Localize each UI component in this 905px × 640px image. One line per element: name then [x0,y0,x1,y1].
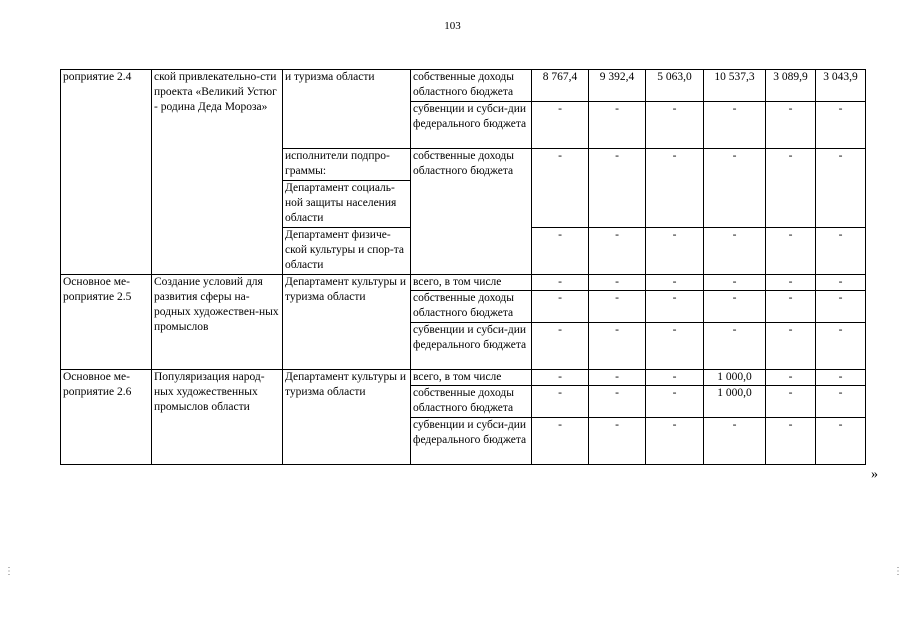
executor-cell: Департамент физиче-ской культуры и спор-та области [283,228,411,275]
budget-table [60,69,866,465]
scan-margin-dots: ⋮ [4,566,14,577]
event-cell: Основное ме-роприятие 2.6 [61,370,152,465]
event-name-cell: Популяризация народ-ных художественных промыслов области [152,370,283,465]
value-cell: - [646,275,704,291]
value-cell: - [816,275,866,291]
value-cell: 9 392,4 [589,70,646,102]
value-cell: 10 537,3 [704,70,766,102]
funding-source-cell: собственные доходы областного бюджета [411,70,532,102]
value-cell: - [766,386,816,418]
value-cell: - [589,370,646,386]
value-cell: - [766,291,816,323]
value-cell: - [589,323,646,370]
executor-cell: и туризма области [283,70,411,149]
table-row [61,70,866,102]
funding-source-cell: всего, в том числе [411,370,532,386]
value-cell: - [704,228,766,275]
value-cell: 1 000,0 [704,370,766,386]
page-number: 103 [444,20,461,32]
funding-source-cell: собственные доходы областного бюджета [411,149,532,275]
value-cell: - [589,418,646,465]
value-cell: - [646,102,704,149]
value-cell: - [816,228,866,275]
value-cell: - [589,228,646,275]
value-cell: - [816,323,866,370]
value-cell: - [766,149,816,228]
value-cell: - [766,228,816,275]
value-cell: - [532,291,589,323]
scan-margin-dots: ⋮ [893,566,903,577]
funding-source-cell: собственные доходы областного бюджета [411,386,532,418]
value-cell: - [646,149,704,228]
executor-cell: Департамент культуры и туризма области [283,275,411,370]
value-cell: 8 767,4 [532,70,589,102]
value-cell: - [646,418,704,465]
value-cell: - [589,102,646,149]
value-cell: - [816,370,866,386]
value-cell: - [704,102,766,149]
value-cell: - [766,275,816,291]
value-cell: - [816,149,866,228]
value-cell: - [532,228,589,275]
value-cell: - [704,323,766,370]
value-cell: - [532,102,589,149]
value-cell: - [532,323,589,370]
value-cell: - [646,386,704,418]
value-cell: - [704,149,766,228]
value-cell: - [532,418,589,465]
value-cell: - [766,418,816,465]
value-cell: - [704,275,766,291]
funding-source-cell: субвенции и субси-дии федерального бюджета [411,102,532,149]
value-cell: - [816,386,866,418]
value-cell: - [766,323,816,370]
value-cell: - [816,418,866,465]
event-name-cell: ской привлекательно-сти проекта «Великий Устюг - родина Деда Мороза» [152,70,283,275]
value-cell: 1 000,0 [704,386,766,418]
event-name-cell: Создание условий для развития сферы на-родных художествен-ных промыслов [152,275,283,370]
closing-quote-mark: » [871,467,878,482]
value-cell: - [532,149,589,228]
value-cell: - [816,291,866,323]
value-cell: - [589,291,646,323]
funding-source-cell: субвенции и субси-дии федерального бюджета [411,323,532,370]
value-cell: - [646,228,704,275]
value-cell: - [646,291,704,323]
value-cell: - [532,386,589,418]
value-cell: - [704,418,766,465]
event-cell: Основное ме-роприятие 2.5 [61,275,152,370]
value-cell: 3 043,9 [816,70,866,102]
event-cell: роприятие 2.4 [61,70,152,275]
funding-source-cell: собственные доходы областного бюджета [411,291,532,323]
value-cell: - [766,370,816,386]
value-cell: - [532,275,589,291]
funding-source-cell: всего, в том числе [411,275,532,291]
value-cell: - [589,275,646,291]
value-cell: 5 063,0 [646,70,704,102]
value-cell: - [589,149,646,228]
executor-cell: Департамент культуры и туризма области [283,370,411,465]
value-cell: - [532,370,589,386]
table-row [61,275,866,291]
table-row [61,370,866,386]
value-cell: 3 089,9 [766,70,816,102]
value-cell: - [816,102,866,149]
value-cell: - [704,291,766,323]
executor-cell: Департамент социаль-ной защиты населения области [283,181,411,228]
value-cell: - [589,386,646,418]
funding-source-cell: субвенции и субси-дии федерального бюджета [411,418,532,465]
value-cell: - [646,323,704,370]
executors-label-cell: исполнители подпро-граммы: [283,149,411,181]
value-cell: - [646,370,704,386]
value-cell: - [766,102,816,149]
